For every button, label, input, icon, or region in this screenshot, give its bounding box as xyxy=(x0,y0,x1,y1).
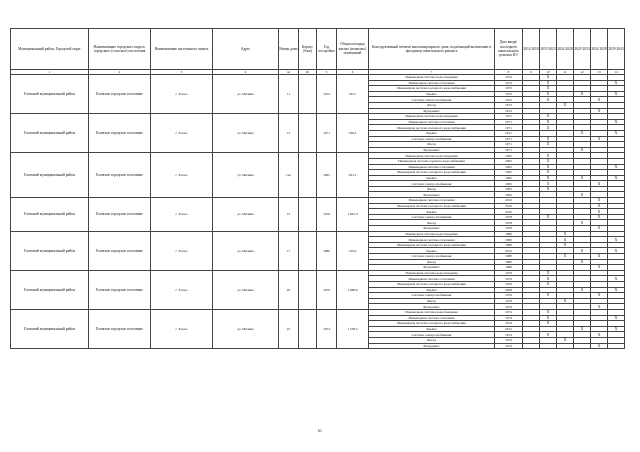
period-mark-cell xyxy=(557,343,574,349)
settlement-cell: Еловское городское поселение xyxy=(89,270,151,309)
district-cell: Еловский муниципальный район xyxy=(11,153,89,198)
district-cell: Еловский муниципальный район xyxy=(11,114,89,153)
period-mark-cell: Х xyxy=(591,343,608,349)
element-name-cell: Фундамент xyxy=(369,147,495,153)
locality-cell: с. Елово xyxy=(151,114,213,153)
element-date-cell: 1965 xyxy=(495,170,523,176)
header-period: 2019 2023 xyxy=(540,29,557,70)
element-date-cell: 1972 xyxy=(495,75,523,81)
element-name-cell: Инженерная система водоотведения xyxy=(369,231,495,237)
period-mark-cell: Х xyxy=(591,293,608,299)
build-year-cell: 1972 xyxy=(317,75,337,114)
element-date-cell: 1980 xyxy=(495,231,523,237)
document-page xyxy=(10,28,624,349)
period-mark-cell: Х xyxy=(608,164,625,170)
street-cell: ул. Мичина xyxy=(213,198,279,232)
area-cell: 293.1 xyxy=(337,153,369,198)
element-date-cell: 2012 xyxy=(495,326,523,332)
build-year-cell: 1965 xyxy=(317,153,337,198)
header-area: Общая площадь жилых (нежилых) помещений xyxy=(337,29,369,70)
column-number: 1 xyxy=(11,70,89,75)
header-settlement: Наименование городского округа, городского (сельского) поселения xyxy=(89,29,151,70)
element-date-cell: 1965 xyxy=(495,164,523,170)
element-name-cell: Крыша xyxy=(369,287,495,293)
element-date-cell: 1976 xyxy=(495,293,523,299)
element-date-cell: 1971 xyxy=(495,136,523,142)
header-period: 2029 2033 xyxy=(574,29,591,70)
element-name-cell: Крыша xyxy=(369,130,495,136)
period-mark-cell: Х xyxy=(540,119,557,125)
element-name-cell: Фундамент xyxy=(369,343,495,349)
period-mark-cell: Х xyxy=(557,102,574,108)
element-date-cell: 2010 xyxy=(495,209,523,215)
element-date-cell: 1976 xyxy=(495,276,523,282)
element-name-cell: Фасад xyxy=(369,142,495,148)
period-mark-cell: Х xyxy=(574,326,591,332)
building-cell xyxy=(299,270,317,309)
element-name-cell: Инженерная система горячего водоснабжения xyxy=(369,158,495,164)
period-mark-cell: Х xyxy=(608,248,625,254)
element-date-cell: 2011 xyxy=(495,130,523,136)
period-mark-cell: Х xyxy=(540,75,557,81)
period-mark-cell: Х xyxy=(608,91,625,97)
element-name-cell: Фасад xyxy=(369,186,495,192)
street-cell: ул. Мичина xyxy=(213,231,279,270)
settlement-cell: Еловское городское поселение xyxy=(89,75,151,114)
period-mark-cell: Х xyxy=(591,97,608,103)
building-cell xyxy=(299,114,317,153)
period-mark-cell: Х xyxy=(540,281,557,287)
period-mark-cell: Х xyxy=(540,175,557,181)
period-mark-cell: Х xyxy=(574,175,591,181)
house-number-cell: 17 xyxy=(279,231,299,270)
element-date-cell: 1974 xyxy=(495,315,523,321)
element-date-cell: 1974 xyxy=(495,337,523,343)
area-cell: 1 108.5 xyxy=(337,309,369,348)
locality-cell: с. Елово xyxy=(151,309,213,348)
period-mark-cell: Х xyxy=(557,337,574,343)
element-date-cell: 1972 xyxy=(495,91,523,97)
element-name-cell: Инженерная система холодного водоснабжения xyxy=(369,125,495,131)
element-date-cell: 2010 xyxy=(495,203,523,209)
header-period: 2024 2028 xyxy=(557,29,574,70)
element-name-cell: Инженерная система холодного водоснабжения xyxy=(369,242,495,248)
column-number: 8 xyxy=(495,70,523,75)
district-cell: Еловский муниципальный район xyxy=(11,231,89,270)
element-name-cell: Инженерная система отопления xyxy=(369,164,495,170)
area-cell: 1 088.9 xyxy=(337,270,369,309)
element-date-cell: 1978 xyxy=(495,220,523,226)
area-cell: 530.9 xyxy=(337,231,369,270)
header-element: Конструктивный элемент многоквартирного дома, подлежащий включению в программу капитального ремонта xyxy=(369,29,495,70)
element-name-cell: Инженерная система отопления xyxy=(369,315,495,321)
element-name-cell: Система электроснабжения xyxy=(369,332,495,338)
element-name-cell: Фасад xyxy=(369,259,495,265)
street-cell: ул. Мичина xyxy=(213,270,279,309)
element-name-cell: Инженерная система отопления xyxy=(369,119,495,125)
period-mark-cell: Х xyxy=(557,231,574,237)
period-mark-cell: Х xyxy=(591,214,608,220)
period-mark-cell: Х xyxy=(540,114,557,120)
capital-repair-table xyxy=(10,28,625,349)
column-number: 7 xyxy=(369,70,495,75)
header-house: Номер дома xyxy=(279,29,299,70)
settlement-cell: Еловское городское поселение xyxy=(89,198,151,232)
period-mark-cell: Х xyxy=(540,153,557,159)
element-date-cell: 1971 xyxy=(495,125,523,131)
element-name-cell: Система электроснабжения xyxy=(369,97,495,103)
period-mark-cell: Х xyxy=(591,198,608,204)
column-number: 6 xyxy=(337,70,369,75)
locality-cell: с. Елово xyxy=(151,198,213,232)
element-date-cell: 2012 xyxy=(495,248,523,254)
period-mark-cell: Х xyxy=(574,287,591,293)
element-name-cell: Инженерная система холодного водоснабжения xyxy=(369,281,495,287)
element-name-cell: Фундамент xyxy=(369,304,495,310)
element-name-cell: Система электроснабжения xyxy=(369,136,495,142)
period-mark-cell: Х xyxy=(608,80,625,86)
period-mark-cell: Х xyxy=(574,130,591,136)
element-name-cell: Инженерная система водоотведения xyxy=(369,75,495,81)
period-mark-cell: Х xyxy=(540,86,557,92)
column-number: 11 xyxy=(557,70,574,75)
column-number: 5 xyxy=(317,70,337,75)
district-cell: Еловский муниципальный район xyxy=(11,198,89,232)
period-mark-cell: Х xyxy=(574,259,591,265)
element-name-cell: Инженерная система отопления xyxy=(369,80,495,86)
period-mark-cell: Х xyxy=(574,192,591,198)
page-number: 61 xyxy=(318,428,322,433)
period-mark-cell: Х xyxy=(574,248,591,254)
period-mark-cell: Х xyxy=(540,293,557,299)
build-year-cell: 1971 xyxy=(317,114,337,153)
settlement-cell: Еловское городское поселение xyxy=(89,114,151,153)
element-name-cell: Инженерная система холодного водоснабжения xyxy=(369,86,495,92)
element-date-cell: 1965 xyxy=(495,158,523,164)
building-cell xyxy=(299,198,317,232)
period-mark-cell: Х xyxy=(540,125,557,131)
period-mark-cell: Х xyxy=(608,287,625,293)
area-cell: 345.7 xyxy=(337,75,369,114)
period-mark-cell: Х xyxy=(591,203,608,209)
period-mark-cell: Х xyxy=(574,220,591,226)
settlement-cell: Еловское городское поселение xyxy=(89,309,151,348)
house-number-cell: 14а xyxy=(279,153,299,198)
element-date-cell: 1980 xyxy=(495,254,523,260)
period-mark-cell: Х xyxy=(608,237,625,243)
district-cell: Еловский муниципальный район xyxy=(11,309,89,348)
element-name-cell: Инженерная система водоотведения xyxy=(369,153,495,159)
period-mark-cell: Х xyxy=(540,181,557,187)
street-cell: ул. Мичина xyxy=(213,153,279,198)
period-mark-cell: Х xyxy=(574,91,591,97)
column-number: 4а xyxy=(279,70,299,75)
build-year-cell: 1976 xyxy=(317,270,337,309)
period-mark-cell xyxy=(608,343,625,349)
column-number: 2 xyxy=(89,70,151,75)
element-name-cell: Инженерная система водоотведения xyxy=(369,114,495,120)
element-name-cell: Система электроснабжения xyxy=(369,181,495,187)
building-cell xyxy=(299,231,317,270)
element-date-cell: 1978 xyxy=(495,226,523,232)
element-name-cell: Инженерная система отопления xyxy=(369,198,495,204)
building-cell xyxy=(299,75,317,114)
period-mark-cell: Х xyxy=(557,254,574,260)
element-date-cell: 1965 xyxy=(495,153,523,159)
period-mark-cell: Х xyxy=(540,332,557,338)
element-date-cell: 1976 xyxy=(495,298,523,304)
house-number-cell: 13 xyxy=(279,114,299,153)
element-name-cell: Фундамент xyxy=(369,265,495,271)
element-date-cell: 1980 xyxy=(495,259,523,265)
period-mark-cell xyxy=(523,343,540,349)
table-header xyxy=(11,29,625,75)
header-period: 2014 2018 xyxy=(523,29,540,70)
period-mark-cell: Х xyxy=(591,304,608,310)
period-mark-cell: Х xyxy=(540,315,557,321)
settlement-cell: Еловское городское поселение xyxy=(89,231,151,270)
build-year-cell: 1978 xyxy=(317,198,337,232)
element-name-cell: Фасад xyxy=(369,102,495,108)
period-mark-cell: Х xyxy=(608,315,625,321)
element-date-cell: 1976 xyxy=(495,304,523,310)
column-number: 9 xyxy=(523,70,540,75)
column-number: 13 xyxy=(591,70,608,75)
period-mark-cell: Х xyxy=(540,170,557,176)
header-building: Корпус (блок) xyxy=(299,29,317,70)
period-mark-cell: Х xyxy=(608,276,625,282)
area-cell: 1 661.9 xyxy=(337,198,369,232)
element-name-cell: Фундамент xyxy=(369,192,495,198)
element-date-cell: 1976 xyxy=(495,281,523,287)
period-mark-cell: Х xyxy=(591,181,608,187)
element-date-cell: 1980 xyxy=(495,237,523,243)
element-name-cell: Крыша xyxy=(369,175,495,181)
period-mark-cell: Х xyxy=(540,276,557,282)
house-number-cell: 11 xyxy=(279,75,299,114)
element-name-cell: Инженерная система холодного водоснабжения xyxy=(369,321,495,327)
locality-cell: с. Елово xyxy=(151,153,213,198)
period-mark-cell: Х xyxy=(540,186,557,192)
element-name-cell: Фасад xyxy=(369,337,495,343)
building-cell xyxy=(299,309,317,348)
header-locality: Наименование населенного пункта xyxy=(151,29,213,70)
element-date-cell: 1972 xyxy=(495,102,523,108)
period-mark-cell: Х xyxy=(557,298,574,304)
element-date-cell: 1972 xyxy=(495,97,523,103)
element-name-cell: Инженерная система холодного водоснабжения xyxy=(369,203,495,209)
element-name-cell: Крыша xyxy=(369,91,495,97)
period-mark-cell: Х xyxy=(540,158,557,164)
header-date: Дата ввода/последнего капитального ремонта КЭ xyxy=(495,29,523,70)
period-mark-cell: Х xyxy=(591,209,608,215)
element-name-cell: Фундамент xyxy=(369,108,495,114)
element-name-cell: Инженерная система водоотведения xyxy=(369,309,495,315)
element-date-cell: 1976 xyxy=(495,270,523,276)
house-number-cell: 15 xyxy=(279,198,299,232)
header-address: Адрес xyxy=(213,29,279,70)
period-mark-cell: Х xyxy=(557,242,574,248)
element-date-cell: 1980 xyxy=(495,242,523,248)
period-mark-cell: Х xyxy=(540,270,557,276)
settlement-cell: Еловское городское поселение xyxy=(89,153,151,198)
period-mark-cell: Х xyxy=(557,237,574,243)
period-mark-cell: Х xyxy=(540,164,557,170)
element-name-cell: Фасад xyxy=(369,298,495,304)
period-mark-cell: Х xyxy=(540,142,557,148)
period-mark-cell xyxy=(540,343,557,349)
element-name-cell: Инженерная система отопления xyxy=(369,276,495,282)
period-mark-cell: Х xyxy=(540,136,557,142)
period-mark-cell: Х xyxy=(591,226,608,232)
column-number: 4 xyxy=(213,70,279,75)
period-mark-cell: Х xyxy=(540,80,557,86)
element-date-cell: 1971 xyxy=(495,147,523,153)
element-date-cell: 2008 xyxy=(495,287,523,293)
element-name-cell: Система электроснабжения xyxy=(369,254,495,260)
element-name-cell: Инженерная система водоотведения xyxy=(369,270,495,276)
element-date-cell: 1965 xyxy=(495,192,523,198)
element-date-cell: 1965 xyxy=(495,186,523,192)
element-name-cell: Инженерная система отопления xyxy=(369,237,495,243)
street-cell: ул. Мичина xyxy=(213,75,279,114)
element-date-cell: 1974 xyxy=(495,321,523,327)
element-name-cell: Крыша xyxy=(369,248,495,254)
header-year: Год постройки xyxy=(317,29,337,70)
street-cell: ул. Мичина xyxy=(213,114,279,153)
period-mark-cell: Х xyxy=(591,265,608,271)
header-district: Муниципальный район, Городской округ xyxy=(11,29,89,70)
column-number: 12 xyxy=(574,70,591,75)
period-mark-cell: Х xyxy=(540,97,557,103)
period-mark-cell: Х xyxy=(540,214,557,220)
area-cell: 766.4 xyxy=(337,114,369,153)
element-date-cell: 1971 xyxy=(495,119,523,125)
element-date-cell: 1974 xyxy=(495,332,523,338)
street-cell: ул. Мичина xyxy=(213,309,279,348)
period-mark-cell: Х xyxy=(608,175,625,181)
locality-cell: с. Елово xyxy=(151,270,213,309)
period-mark-cell: Х xyxy=(540,321,557,327)
element-date-cell: 1974 xyxy=(495,343,523,349)
locality-cell: с. Елово xyxy=(151,75,213,114)
element-name-cell: Система электроснабжения xyxy=(369,293,495,299)
period-mark-cell: Х xyxy=(591,136,608,142)
element-name-cell: Система электроснабжения xyxy=(369,214,495,220)
element-name-cell: Фасад xyxy=(369,220,495,226)
period-mark-cell: Х xyxy=(591,332,608,338)
build-year-cell: 1980 xyxy=(317,231,337,270)
period-mark-cell xyxy=(574,343,591,349)
period-mark-cell: Х xyxy=(608,326,625,332)
period-mark-cell: Х xyxy=(608,130,625,136)
element-date-cell: 1971 xyxy=(495,142,523,148)
element-date-cell: 1965 xyxy=(495,175,523,181)
column-number: 3 xyxy=(151,70,213,75)
header-period: 2034 2038 xyxy=(591,29,608,70)
element-date-cell: 1972 xyxy=(495,108,523,114)
period-mark-cell: Х xyxy=(591,254,608,260)
element-name-cell: Фундамент xyxy=(369,226,495,232)
period-mark-cell: Х xyxy=(540,309,557,315)
element-name-cell: Крыша xyxy=(369,326,495,332)
district-cell: Еловский муниципальный район xyxy=(11,75,89,114)
element-date-cell: 1972 xyxy=(495,86,523,92)
element-date-cell: 1971 xyxy=(495,114,523,120)
element-date-cell: 1978 xyxy=(495,214,523,220)
column-number: 4б xyxy=(299,70,317,75)
element-date-cell: 2010 xyxy=(495,198,523,204)
element-name-cell: Инженерная система холодного водоснабжения xyxy=(369,170,495,176)
locality-cell: с. Елово xyxy=(151,231,213,270)
period-mark-cell: Х xyxy=(574,147,591,153)
house-number-cell: 20 xyxy=(279,270,299,309)
building-cell xyxy=(299,153,317,198)
period-mark-cell: Х xyxy=(608,119,625,125)
element-date-cell: 1980 xyxy=(495,265,523,271)
build-year-cell: 1974 xyxy=(317,309,337,348)
element-date-cell: 1965 xyxy=(495,181,523,187)
period-mark-cell: Х xyxy=(540,91,557,97)
element-name-cell: Крыша xyxy=(369,209,495,215)
column-number: 14 xyxy=(608,70,625,75)
element-date-cell: 1974 xyxy=(495,309,523,315)
table-body xyxy=(11,75,625,349)
district-cell: Еловский муниципальный район xyxy=(11,270,89,309)
element-date-cell: 1972 xyxy=(495,80,523,86)
period-mark-cell: Х xyxy=(591,108,608,114)
column-number: 10 xyxy=(540,70,557,75)
header-period: 2039 2043 xyxy=(608,29,625,70)
house-number-cell: 22 xyxy=(279,309,299,348)
